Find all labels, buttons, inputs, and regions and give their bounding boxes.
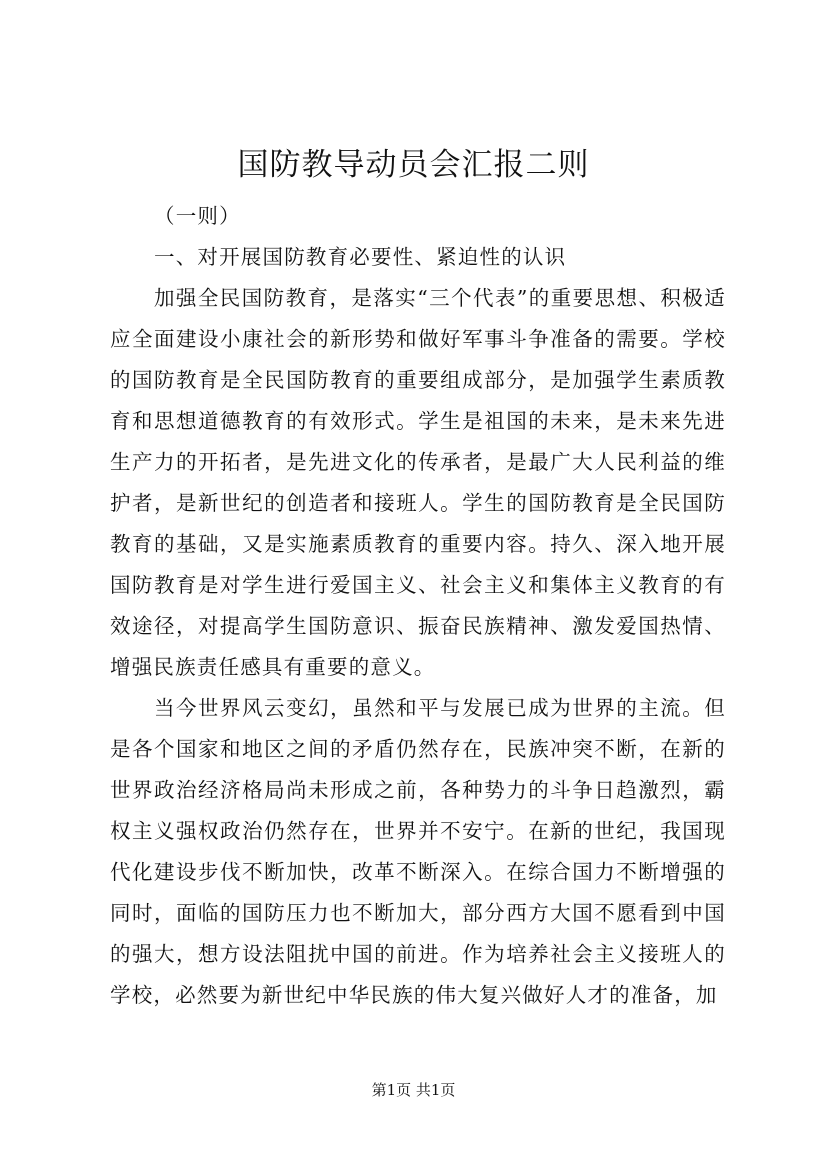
subtitle: （一则） (154, 204, 241, 228)
section-heading: 一、对开展国防教育必要性、紧迫性的认识 (154, 245, 567, 269)
document-title: 国防教导动员会汇报二则 (237, 147, 590, 183)
paragraph: 加强全民国防教育，是落实“三个代表”的重要思想、积极适应全面建设小康社会的新形势和做好军事斗争准备的需要。学校的国防教育是全民国防教育的重要组成部分，是加强学生素质教育和思想道德教育的有效形式。学生是祖国的未来，是未来先进生产力的开拓者，是先进文化的传承者，是最广大人民利益的维护者，是新世纪的创造者和接班人。学生的国防教育是全民国防教育的基础，又是实施素质教育的重要内容。持久、深入地开展国防教育是对学生进行爱国主义、社会主义和集体主义教育的有效途径，对提高学生国防意识、振奋民族精神、激发爱国热情、增强民族责任感具有重要的意义。 (110, 286, 726, 679)
paragraph: 当今世界风云变幻，虽然和平与发展已成为世界的主流。但是各个国家和地区之间的矛盾仍然存在，民族冲突不断，在新的世界政治经济格局尚未形成之前，各种势力的斗争日趋激烈，霸权主义强权政治仍然存在，世界并不安宁。在新的世纪，我国现代化建设步伐不断加快，改革不断深入。在综合国力不断增强的同时，面临的国防压力也不断加大，部分西方大国不愿看到中国的强大，想方设法阻扰中国的前进。作为培养社会主义接班人的学校，必然要为新世纪中华民族的伟大复兴做好人才的准备，加 (110, 696, 726, 1007)
document-body (110, 196, 726, 1016)
page-footer: 第1页 共1页 (371, 1081, 456, 1099)
